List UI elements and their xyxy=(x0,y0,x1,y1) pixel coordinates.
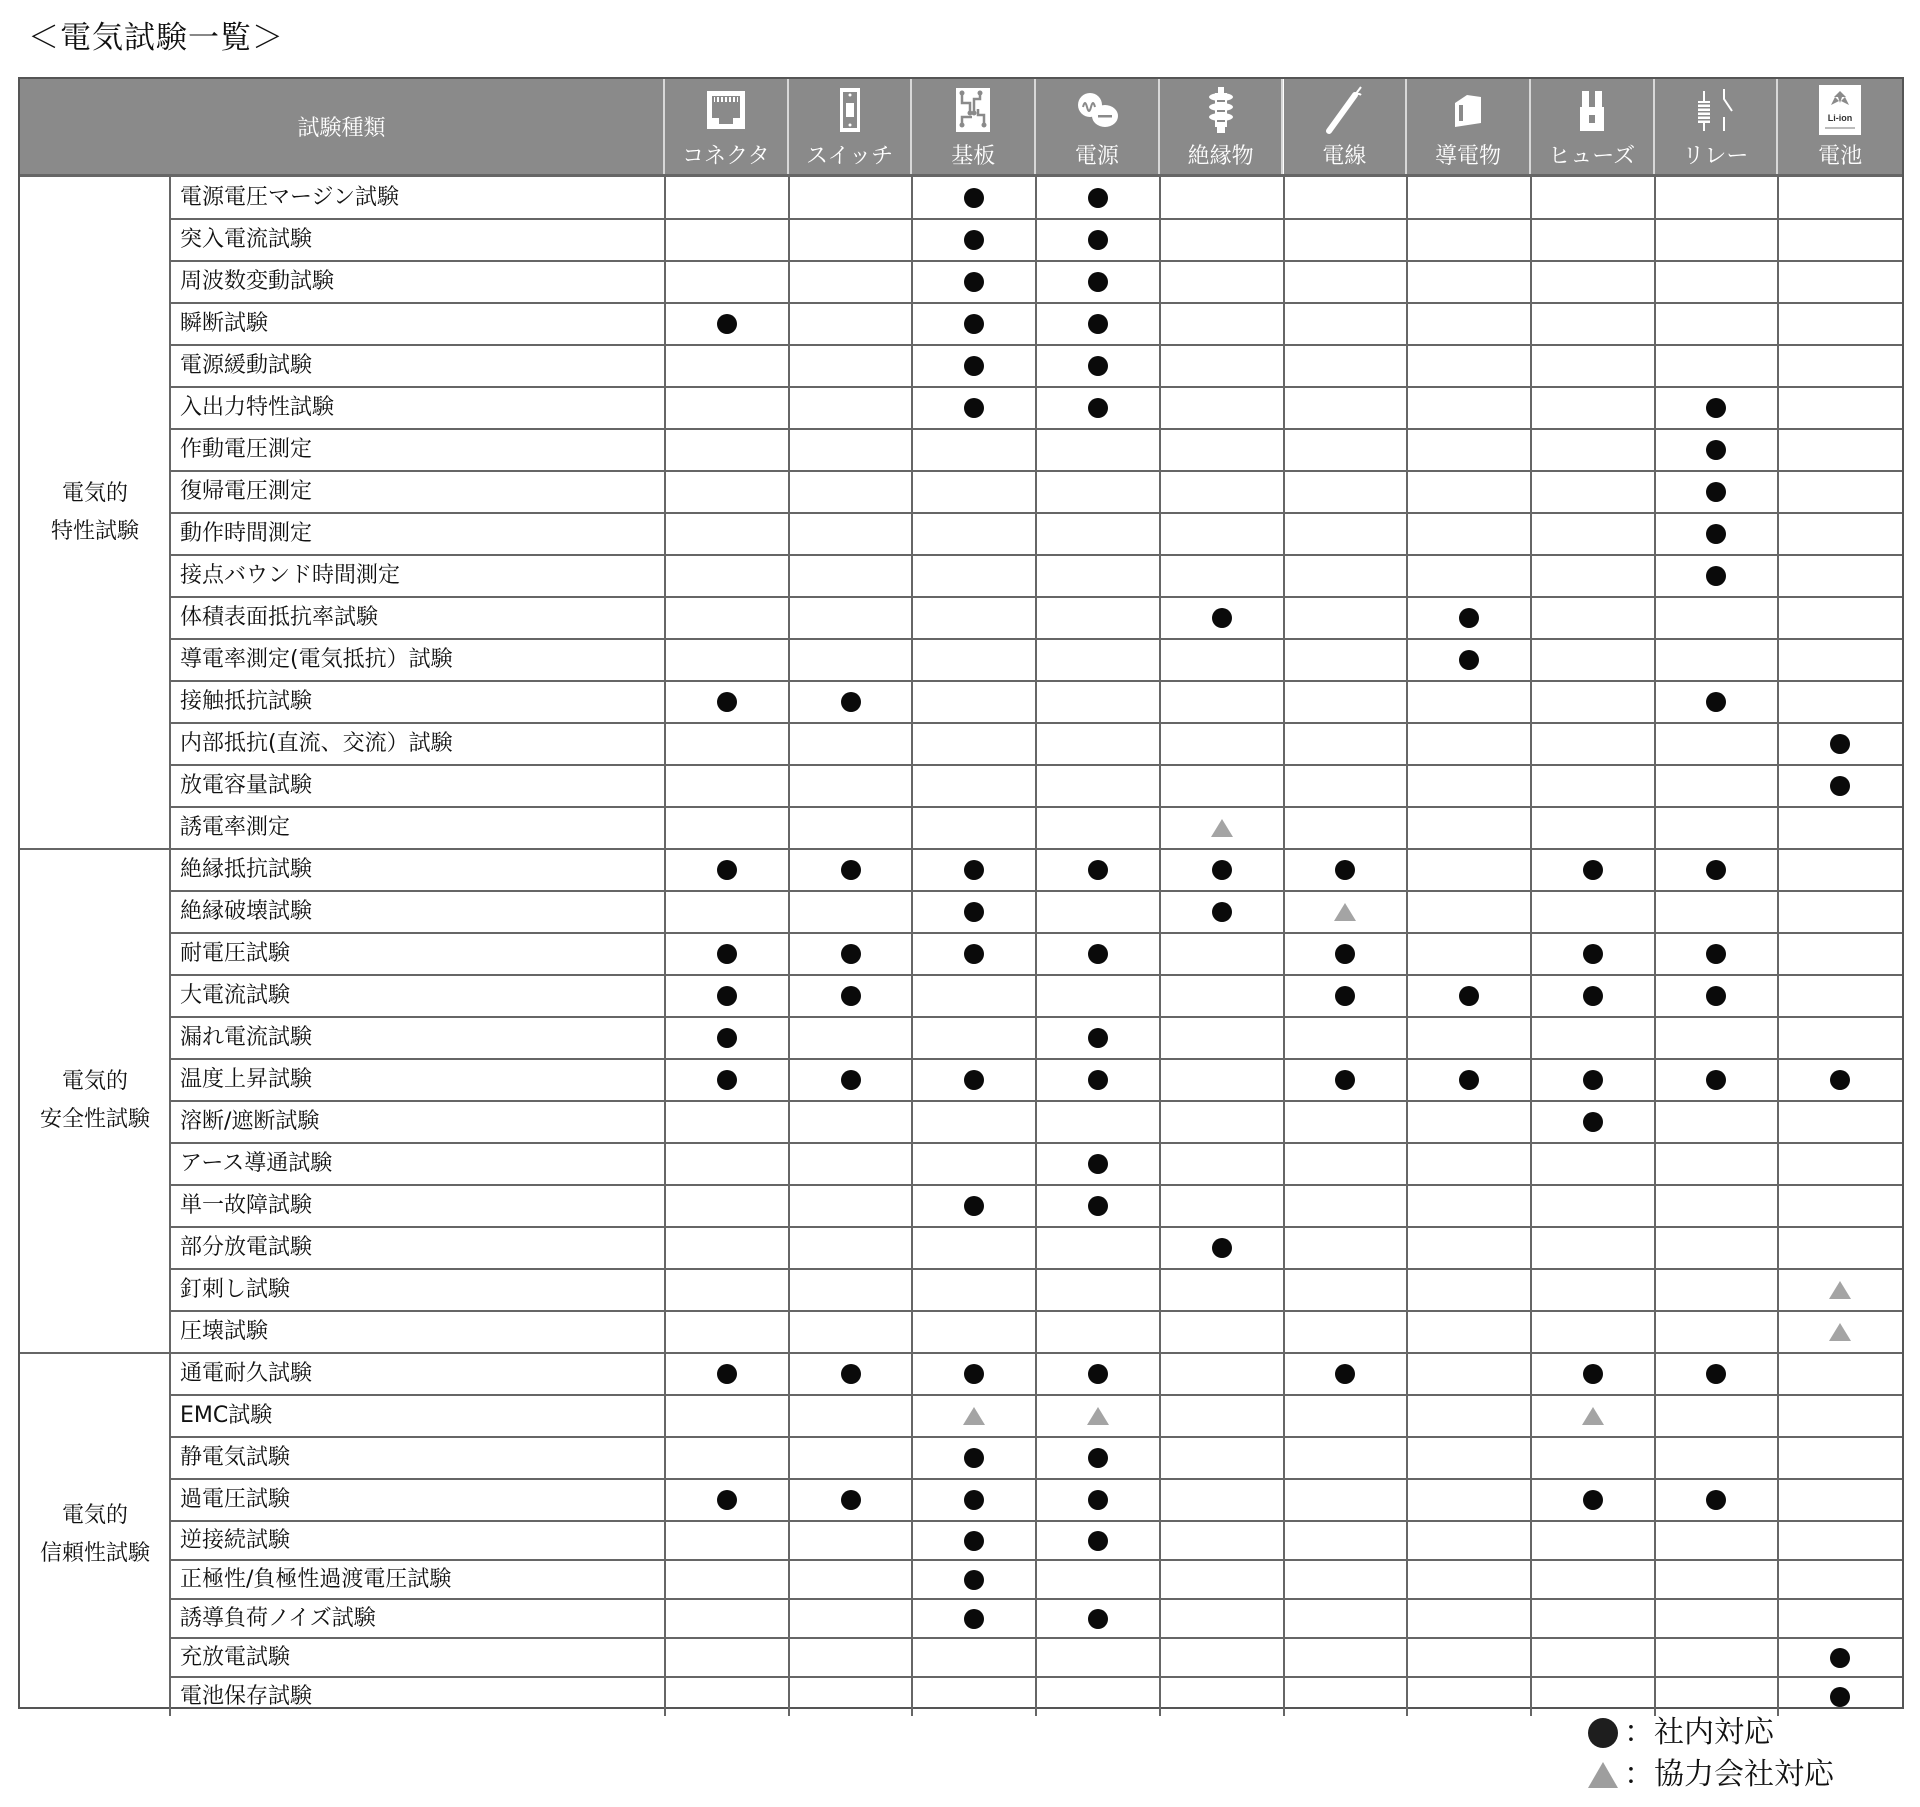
in-house-mark xyxy=(964,1070,984,1090)
connector-icon xyxy=(703,85,749,135)
test-name: 接触抵抗試験 xyxy=(180,689,313,714)
in-house-mark xyxy=(964,1364,984,1384)
in-house-mark xyxy=(1088,1196,1108,1216)
in-house-mark xyxy=(1088,1070,1108,1090)
column-divider xyxy=(1035,177,1037,1716)
test-name: 絶縁抵抗試験 xyxy=(180,857,313,882)
in-house-mark xyxy=(1088,356,1108,376)
test-name: 電源電圧マージン試験 xyxy=(180,185,400,210)
in-house-mark xyxy=(1335,860,1355,880)
partner-mark xyxy=(963,1407,985,1425)
column-divider xyxy=(911,177,913,1716)
group-label-text: 電気的 信頼性試験 xyxy=(39,1502,150,1566)
in-house-mark xyxy=(1088,1490,1108,1510)
column-divider xyxy=(1654,177,1656,1716)
in-house-mark xyxy=(964,1531,984,1551)
test-name: 圧壊試験 xyxy=(180,1319,269,1344)
in-house-mark xyxy=(1706,398,1726,418)
group-label-text: 電気的 安全性試験 xyxy=(39,1069,150,1132)
in-house-mark xyxy=(717,1070,737,1090)
in-house-mark xyxy=(1088,1028,1108,1048)
in-house-mark xyxy=(841,1490,861,1510)
in-house-mark xyxy=(1583,860,1603,880)
column-header-label: 基板 xyxy=(951,144,996,169)
in-house-mark xyxy=(1088,230,1108,250)
in-house-mark xyxy=(717,314,737,334)
in-house-mark xyxy=(1335,986,1355,1006)
in-house-mark xyxy=(1088,860,1108,880)
insulator-icon xyxy=(1198,85,1244,135)
test-name: 周波数変動試験 xyxy=(180,269,335,294)
relay-icon xyxy=(1692,85,1738,135)
in-house-mark xyxy=(1088,1364,1108,1384)
test-name: 溶断/遮断試験 xyxy=(180,1109,320,1134)
in-house-mark xyxy=(841,692,861,712)
in-house-mark xyxy=(1088,1531,1108,1551)
column-header-relay xyxy=(1655,79,1779,174)
in-house-mark xyxy=(964,398,984,418)
group-label-text: 電気的 特性試験 xyxy=(50,481,139,544)
in-house-mark xyxy=(964,356,984,376)
column-divider xyxy=(1777,177,1779,1716)
test-name: 電源緩動試験 xyxy=(180,353,313,378)
in-house-mark xyxy=(1706,692,1726,712)
in-house-mark xyxy=(964,1609,984,1629)
column-divider xyxy=(1159,177,1161,1716)
test-name: 過電圧試験 xyxy=(180,1487,291,1512)
in-house-mark xyxy=(964,1490,984,1510)
in-house-mark xyxy=(1583,986,1603,1006)
test-name: 通電耐久試験 xyxy=(180,1361,313,1386)
column-divider xyxy=(1406,177,1408,1716)
header-test-type xyxy=(20,79,665,174)
test-name: 温度上昇試験 xyxy=(180,1067,313,1092)
in-house-mark xyxy=(1088,398,1108,418)
test-name: 導電率測定(電気抵抗）試験 xyxy=(180,647,453,672)
in-house-mark xyxy=(1706,860,1726,880)
column-header-label: 電線 xyxy=(1322,144,1367,169)
power-supply-icon xyxy=(1074,85,1120,135)
test-name: 復帰電圧測定 xyxy=(180,479,313,504)
column-divider xyxy=(788,177,790,1716)
in-house-mark xyxy=(1706,566,1726,586)
column-header-label: ヒューズ xyxy=(1548,144,1636,169)
column-header-label: 絶縁物 xyxy=(1187,144,1254,169)
partner-mark xyxy=(1334,903,1356,921)
in-house-mark xyxy=(1212,860,1232,880)
wire-icon xyxy=(1321,85,1367,135)
in-house-mark xyxy=(841,1070,861,1090)
in-house-mark xyxy=(964,314,984,334)
page-title: ＜電気試験一覧＞ xyxy=(28,20,284,56)
test-name: EMC試験 xyxy=(180,1403,273,1428)
in-house-mark xyxy=(717,860,737,880)
test-name: 内部抵抗(直流、交流）試験 xyxy=(180,731,453,756)
in-house-mark xyxy=(1583,1112,1603,1132)
in-house-mark xyxy=(1583,1490,1603,1510)
in-house-mark xyxy=(717,1490,737,1510)
test-name: 放電容量試験 xyxy=(180,773,313,798)
in-house-mark xyxy=(717,944,737,964)
in-house-mark xyxy=(1212,902,1232,922)
in-house-mark xyxy=(1583,1364,1603,1384)
in-house-mark xyxy=(1459,650,1479,670)
in-house-mark xyxy=(1088,272,1108,292)
column-header-label: コネクタ xyxy=(682,144,770,169)
test-matrix-table xyxy=(18,77,1904,1709)
in-house-mark xyxy=(1088,188,1108,208)
test-name: 逆接続試験 xyxy=(180,1528,291,1553)
in-house-mark xyxy=(1830,1648,1850,1668)
battery-liion-icon xyxy=(1817,85,1863,135)
in-house-mark xyxy=(1706,986,1726,1006)
legend-partner xyxy=(1588,1754,1834,1796)
column-header-label: スイッチ xyxy=(805,144,894,169)
test-name: アース導通試験 xyxy=(180,1151,333,1176)
test-name: 部分放電試験 xyxy=(180,1235,313,1260)
column-header-label: 導電物 xyxy=(1435,144,1502,169)
in-house-mark xyxy=(1459,986,1479,1006)
column-header-connector xyxy=(665,79,789,174)
in-house-mark xyxy=(1830,1687,1850,1707)
column-header-insulator xyxy=(1160,79,1284,174)
legend-in-house xyxy=(1588,1712,1834,1754)
in-house-mark xyxy=(1088,944,1108,964)
in-house-mark xyxy=(1212,608,1232,628)
in-house-mark xyxy=(717,1364,737,1384)
column-divider xyxy=(169,177,171,1716)
in-house-mark xyxy=(1088,1154,1108,1174)
partner-mark xyxy=(1829,1281,1851,1299)
test-name: 突入電流試験 xyxy=(180,227,313,252)
test-name: 単一故障試験 xyxy=(180,1193,313,1218)
test-name: 耐電圧試験 xyxy=(180,941,291,966)
in-house-mark xyxy=(841,986,861,1006)
in-house-mark xyxy=(841,1364,861,1384)
test-name: 電池保存試験 xyxy=(180,1684,313,1709)
test-name: 大電流試験 xyxy=(180,983,291,1008)
test-name: 静電気試験 xyxy=(180,1445,291,1470)
in-house-mark xyxy=(1335,944,1355,964)
in-house-mark xyxy=(1335,1364,1355,1384)
legend-partner-label: ：協力会社対応 xyxy=(1624,1757,1834,1792)
in-house-mark xyxy=(1706,482,1726,502)
fuse-icon xyxy=(1569,85,1615,135)
in-house-mark xyxy=(1706,944,1726,964)
in-house-mark xyxy=(717,986,737,1006)
column-header-conductor xyxy=(1407,79,1531,174)
in-house-mark xyxy=(717,692,737,712)
column-header-battery-liion xyxy=(1778,79,1902,174)
group-label xyxy=(20,177,170,849)
test-name: 動作時間測定 xyxy=(180,521,313,546)
in-house-mark xyxy=(1583,944,1603,964)
test-name: 漏れ電流試験 xyxy=(180,1025,313,1050)
test-name: 充放電試験 xyxy=(180,1645,291,1670)
test-name: 入出力特性試験 xyxy=(180,395,335,420)
legend-in-house-label: ：社内対応 xyxy=(1624,1715,1774,1750)
in-house-mark xyxy=(1830,734,1850,754)
in-house-mark xyxy=(964,860,984,880)
battery-icon-text: Li-ion xyxy=(1827,113,1853,123)
column-divider xyxy=(664,177,666,1716)
column-header-label: 電源 xyxy=(1074,144,1119,169)
in-house-mark xyxy=(1212,1238,1232,1258)
test-name: 正極性/負極性過渡電圧試験 xyxy=(180,1567,452,1592)
in-house-mark xyxy=(1830,1070,1850,1090)
test-name: 作動電圧測定 xyxy=(180,437,313,462)
in-house-mark xyxy=(1583,1070,1603,1090)
in-house-mark xyxy=(964,188,984,208)
column-header-switch xyxy=(789,79,913,174)
test-name: 誘電率測定 xyxy=(180,815,291,840)
legend xyxy=(1588,1712,1834,1796)
in-house-mark xyxy=(964,944,984,964)
in-house-mark xyxy=(1459,608,1479,628)
in-house-mark xyxy=(1706,440,1726,460)
test-name: 接点バウンド時間測定 xyxy=(180,563,401,588)
column-header-fuse xyxy=(1531,79,1655,174)
in-house-mark xyxy=(964,1570,984,1590)
in-house-mark xyxy=(964,272,984,292)
column-header-circuit-board xyxy=(912,79,1036,174)
in-house-mark xyxy=(1706,1490,1726,1510)
in-house-mark xyxy=(964,230,984,250)
legend-circle-icon xyxy=(1588,1718,1618,1748)
partner-mark xyxy=(1829,1323,1851,1341)
legend-triangle-icon xyxy=(1588,1762,1618,1788)
test-name: 誘導負荷ノイズ試験 xyxy=(180,1606,376,1631)
in-house-mark xyxy=(1335,1070,1355,1090)
test-name: 絶縁破壊試験 xyxy=(180,899,313,924)
in-house-mark xyxy=(964,1196,984,1216)
in-house-mark xyxy=(1706,1070,1726,1090)
column-header-wire xyxy=(1284,79,1408,174)
column-header-power-supply xyxy=(1036,79,1160,174)
column-divider xyxy=(1283,177,1285,1716)
conductor-icon xyxy=(1445,85,1491,135)
test-name: 瞬断試験 xyxy=(180,311,269,336)
in-house-mark xyxy=(717,1028,737,1048)
group-label xyxy=(20,849,170,1353)
in-house-mark xyxy=(841,944,861,964)
partner-mark xyxy=(1582,1407,1604,1425)
test-name: 体積表面抵抗率試験 xyxy=(180,605,379,630)
in-house-mark xyxy=(964,1448,984,1468)
group-label xyxy=(20,1353,170,1716)
test-name: 釘刺し試験 xyxy=(180,1277,291,1302)
in-house-mark xyxy=(841,860,861,880)
in-house-mark xyxy=(1830,776,1850,796)
in-house-mark xyxy=(1459,1070,1479,1090)
in-house-mark xyxy=(1706,524,1726,544)
partner-mark xyxy=(1087,1407,1109,1425)
circuit-board-icon xyxy=(950,85,996,135)
header-test-type-label: 試験種類 xyxy=(297,116,386,141)
in-house-mark xyxy=(1706,1364,1726,1384)
column-header-label: リレー xyxy=(1682,144,1749,169)
partner-mark xyxy=(1211,819,1233,837)
in-house-mark xyxy=(964,902,984,922)
column-divider xyxy=(1530,177,1532,1716)
in-house-mark xyxy=(1088,314,1108,334)
column-header-label: 電池 xyxy=(1818,144,1863,169)
in-house-mark xyxy=(1088,1448,1108,1468)
in-house-mark xyxy=(1088,1609,1108,1629)
switch-icon xyxy=(827,85,873,135)
